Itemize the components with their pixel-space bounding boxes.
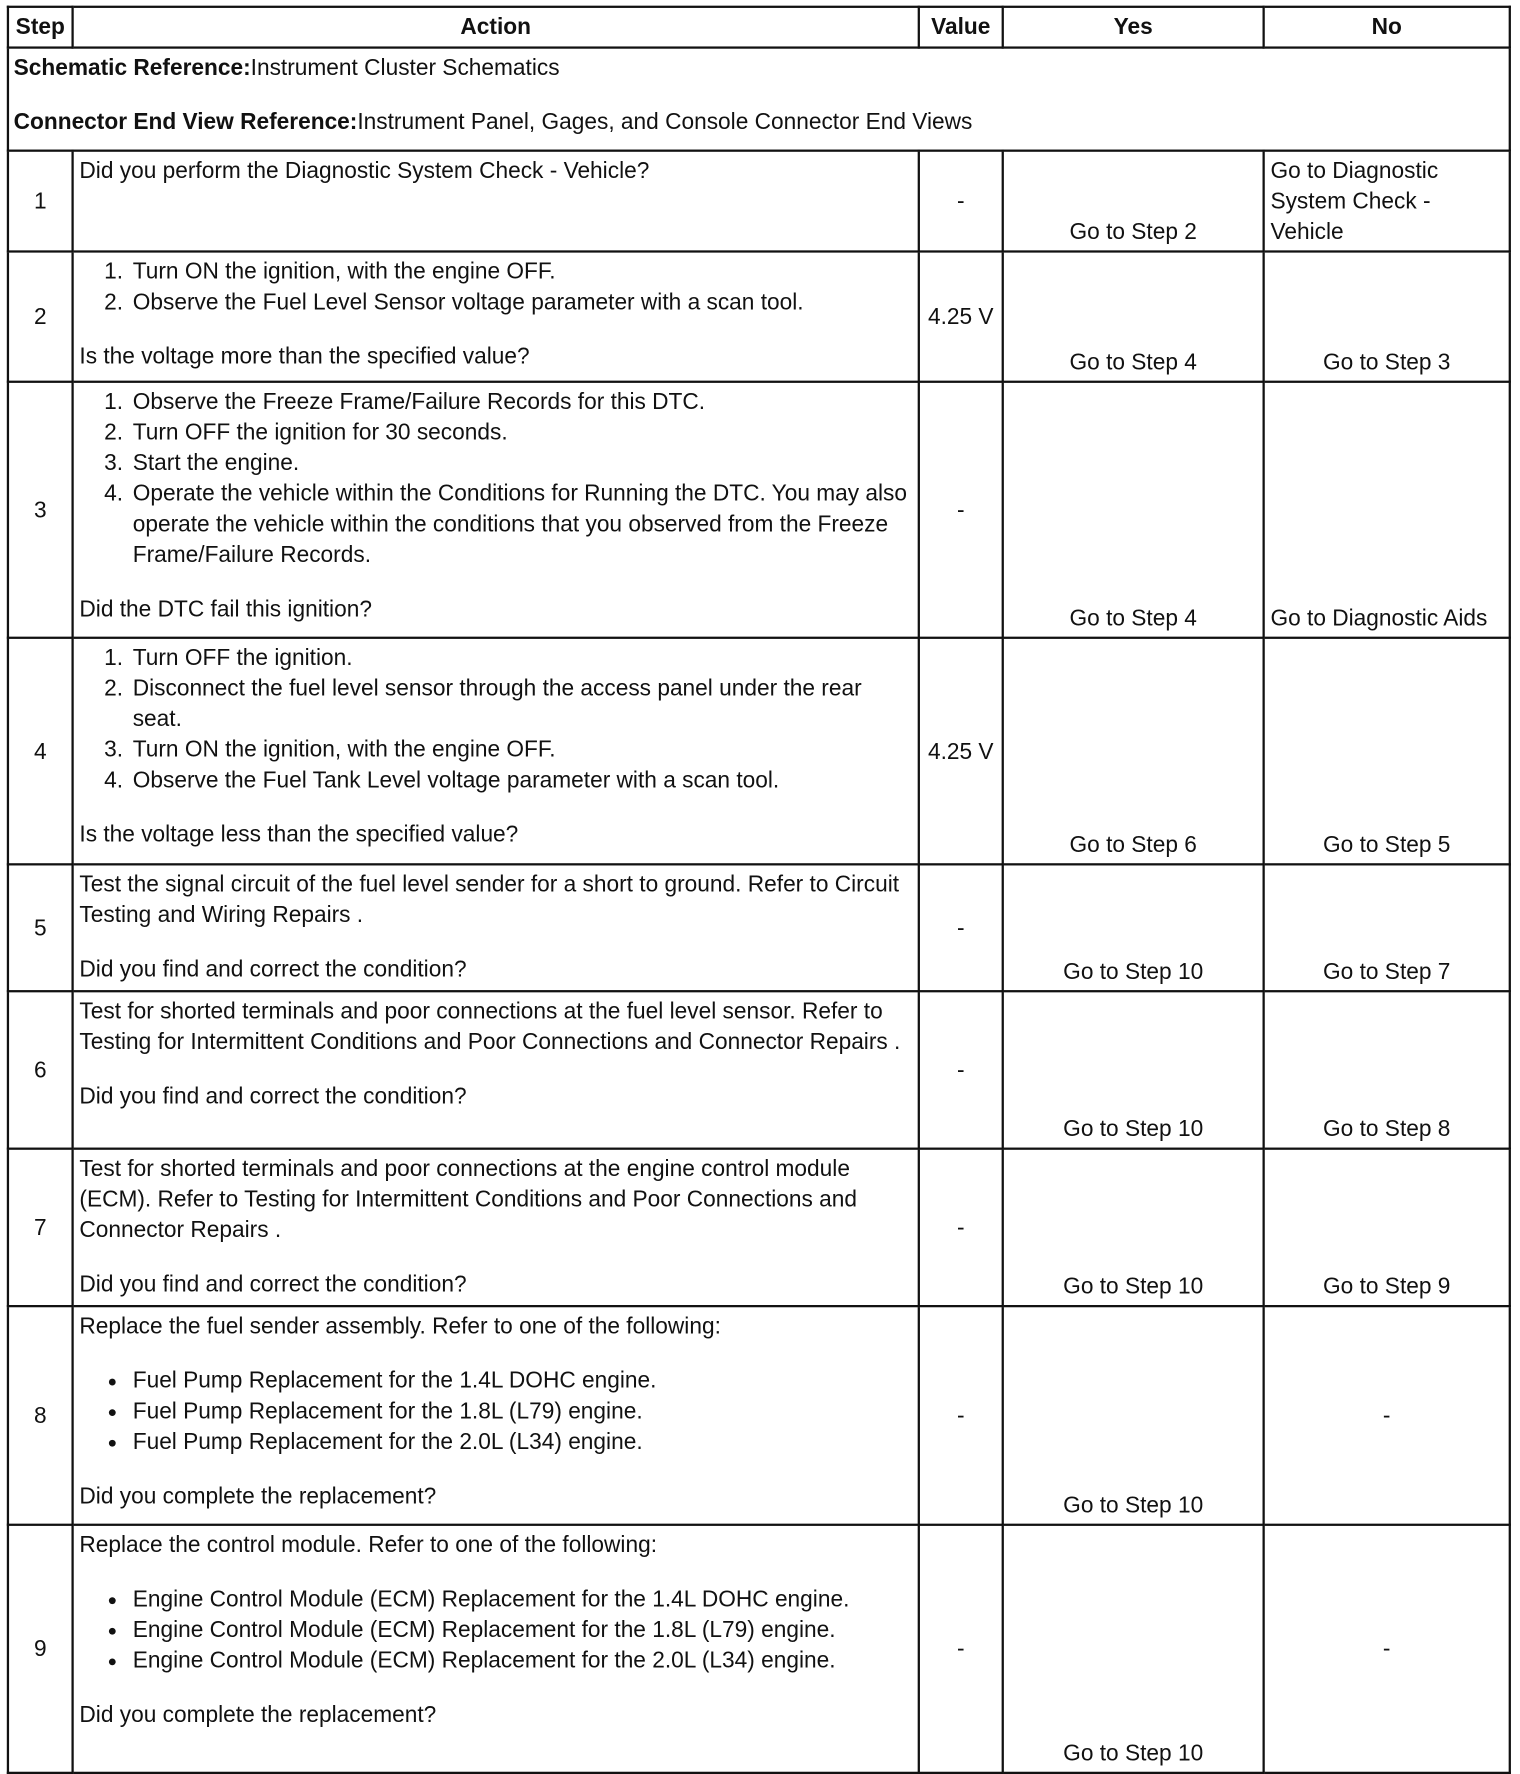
action-cell xyxy=(73,1149,919,1306)
list-item: 4. Observe the Fuel Tank Level voltage parameter with a scan tool. xyxy=(129,766,912,797)
list-item: 2. Observe the Fuel Level Sensor voltage parameter with a scan tool. xyxy=(129,288,912,319)
action-bullet-list xyxy=(79,1585,912,1677)
no-cell: Go to Diagnostic System Check - Vehicle xyxy=(1264,151,1510,252)
action-text: Test the signal circuit of the fuel level sender for a short to ground. Refer to Circuit Testing and Wiring Repairs . xyxy=(79,872,900,928)
list-item: • Engine Control Module (ECM) Replacement for the 2.0L (L34) engine. xyxy=(129,1646,912,1677)
action-question: Did you perform the Diagnostic System Check - Vehicle? xyxy=(79,158,650,184)
yes-cell: Go to Step 10 xyxy=(1003,1306,1264,1525)
yes-cell: Go to Step 4 xyxy=(1003,382,1264,638)
value-cell: 4.25 V xyxy=(919,251,1003,381)
value-cell: - xyxy=(919,991,1003,1148)
list-item: • Engine Control Module (ECM) Replacement for the 1.8L (L79) engine. xyxy=(129,1615,912,1646)
list-item: 1. Turn ON the ignition, with the engine OFF. xyxy=(129,257,912,288)
list-item: • Fuel Pump Replacement for the 1.4L DOHC engine. xyxy=(129,1366,912,1397)
value-cell: - xyxy=(919,151,1003,252)
schematic-reference-text: Instrument Cluster Schematics xyxy=(250,55,560,81)
no-cell: Go to Step 9 xyxy=(1264,1149,1510,1306)
action-question: Did you complete the replacement? xyxy=(79,1702,437,1728)
action-question: Did you find and correct the condition? xyxy=(79,1272,467,1298)
action-bullet-list xyxy=(79,1366,912,1458)
list-item: 3. Start the engine. xyxy=(129,449,912,480)
action-cell xyxy=(73,864,919,991)
no-cell: Go to Diagnostic Aids xyxy=(1264,382,1510,638)
action-text: Test for shorted terminals and poor connections at the fuel level sensor. Refer to Testing for Intermittent Conditions and Poor Connections and Connector Repairs . xyxy=(79,999,901,1055)
action-question: Is the voltage more than the specified value? xyxy=(79,344,530,370)
yes-cell: Go to Step 10 xyxy=(1003,1149,1264,1306)
step-number: 3 xyxy=(8,382,73,638)
connector-reference xyxy=(14,108,1505,139)
action-cell xyxy=(73,151,919,252)
table-row xyxy=(8,1149,1510,1306)
action-cell xyxy=(73,638,919,865)
schematic-reference-label: Schematic Reference: xyxy=(13,55,251,81)
action-text: Replace the fuel sender assembly. Refer to one of the following: xyxy=(79,1314,721,1339)
yes-cell: Go to Step 10 xyxy=(1003,1525,1264,1773)
table-row xyxy=(8,382,1510,638)
header-yes: Yes xyxy=(1003,7,1264,48)
diagnostic-table xyxy=(7,6,1511,1774)
reference-row xyxy=(8,48,1510,151)
action-steps-list xyxy=(79,643,912,796)
action-cell xyxy=(73,382,919,638)
action-cell xyxy=(73,991,919,1148)
yes-cell: Go to Step 10 xyxy=(1003,864,1264,991)
yes-cell: Go to Step 10 xyxy=(1003,991,1264,1148)
no-cell: Go to Step 7 xyxy=(1264,864,1510,991)
list-item: 4. Operate the vehicle within the Conditions for Running the DTC. You may also operate the vehicle within the conditions that you observed from the Freeze Frame/Failure Records. xyxy=(129,479,912,571)
action-question: Did the DTC fail this ignition? xyxy=(79,596,372,622)
value-cell: 4.25 V xyxy=(919,638,1003,865)
value-cell: - xyxy=(919,1149,1003,1306)
list-item: • Engine Control Module (ECM) Replacement for the 1.4L DOHC engine. xyxy=(129,1585,912,1616)
action-cell xyxy=(73,1525,919,1773)
table-row xyxy=(8,638,1510,865)
list-item: 2. Turn OFF the ignition for 30 seconds. xyxy=(129,418,912,449)
header-no: No xyxy=(1264,7,1510,48)
no-cell: Go to Step 8 xyxy=(1264,991,1510,1148)
action-cell xyxy=(73,1306,919,1525)
step-number: 5 xyxy=(8,864,73,991)
list-item: 1. Observe the Freeze Frame/Failure Records for this DTC. xyxy=(129,387,912,418)
no-cell: Go to Step 5 xyxy=(1264,638,1510,865)
schematic-reference xyxy=(14,53,1505,84)
action-steps-list xyxy=(79,257,912,318)
action-text: Test for shorted terminals and poor connections at the engine control module (ECM). Refer to Testing for Intermittent Conditions and Poor Connections and Connector Repairs . xyxy=(79,1156,858,1243)
list-item: 2. Disconnect the fuel level sensor through the access panel under the rear seat. xyxy=(129,674,912,735)
step-number: 2 xyxy=(8,251,73,381)
value-cell: - xyxy=(919,1525,1003,1773)
header-row xyxy=(8,7,1510,48)
list-item: • Fuel Pump Replacement for the 2.0L (L34) engine. xyxy=(129,1427,912,1458)
value-cell: - xyxy=(919,382,1003,638)
step-number: 8 xyxy=(8,1306,73,1525)
connector-reference-label: Connector End View Reference: xyxy=(13,109,358,135)
step-number: 6 xyxy=(8,991,73,1148)
action-question: Is the voltage less than the specified value? xyxy=(79,822,519,848)
action-steps-list xyxy=(79,387,912,571)
step-number: 7 xyxy=(8,1149,73,1306)
header-value: Value xyxy=(919,7,1003,48)
value-cell: - xyxy=(919,864,1003,991)
table-row xyxy=(8,251,1510,381)
yes-cell: Go to Step 6 xyxy=(1003,638,1264,865)
action-cell xyxy=(73,251,919,381)
header-step: Step xyxy=(8,7,73,48)
list-item: • Fuel Pump Replacement for the 1.8L (L79) engine. xyxy=(129,1397,912,1428)
table-row xyxy=(8,864,1510,991)
yes-cell: Go to Step 4 xyxy=(1003,251,1264,381)
header-action: Action xyxy=(73,7,919,48)
step-number: 4 xyxy=(8,638,73,865)
table-row xyxy=(8,991,1510,1148)
no-cell: - xyxy=(1264,1525,1510,1773)
action-question: Did you complete the replacement? xyxy=(79,1483,437,1509)
list-item: 3. Turn ON the ignition, with the engine OFF. xyxy=(129,735,912,766)
no-cell: Go to Step 3 xyxy=(1264,251,1510,381)
action-text: Replace the control module. Refer to one of the following: xyxy=(79,1532,658,1558)
connector-reference-text: Instrument Panel, Gages, and Console Connector End Views xyxy=(357,109,973,135)
step-number: 9 xyxy=(8,1525,73,1773)
step-number: 1 xyxy=(8,151,73,252)
reference-cell xyxy=(8,48,1510,151)
yes-cell: Go to Step 2 xyxy=(1003,151,1264,252)
no-cell: - xyxy=(1264,1306,1510,1525)
table-row xyxy=(8,151,1510,252)
table-row xyxy=(8,1306,1510,1525)
value-cell: - xyxy=(919,1306,1003,1525)
action-question: Did you find and correct the condition? xyxy=(79,1084,467,1110)
table-row xyxy=(8,1525,1510,1773)
list-item: 1. Turn OFF the ignition. xyxy=(129,643,912,674)
action-question: Did you find and correct the condition? xyxy=(79,957,467,983)
